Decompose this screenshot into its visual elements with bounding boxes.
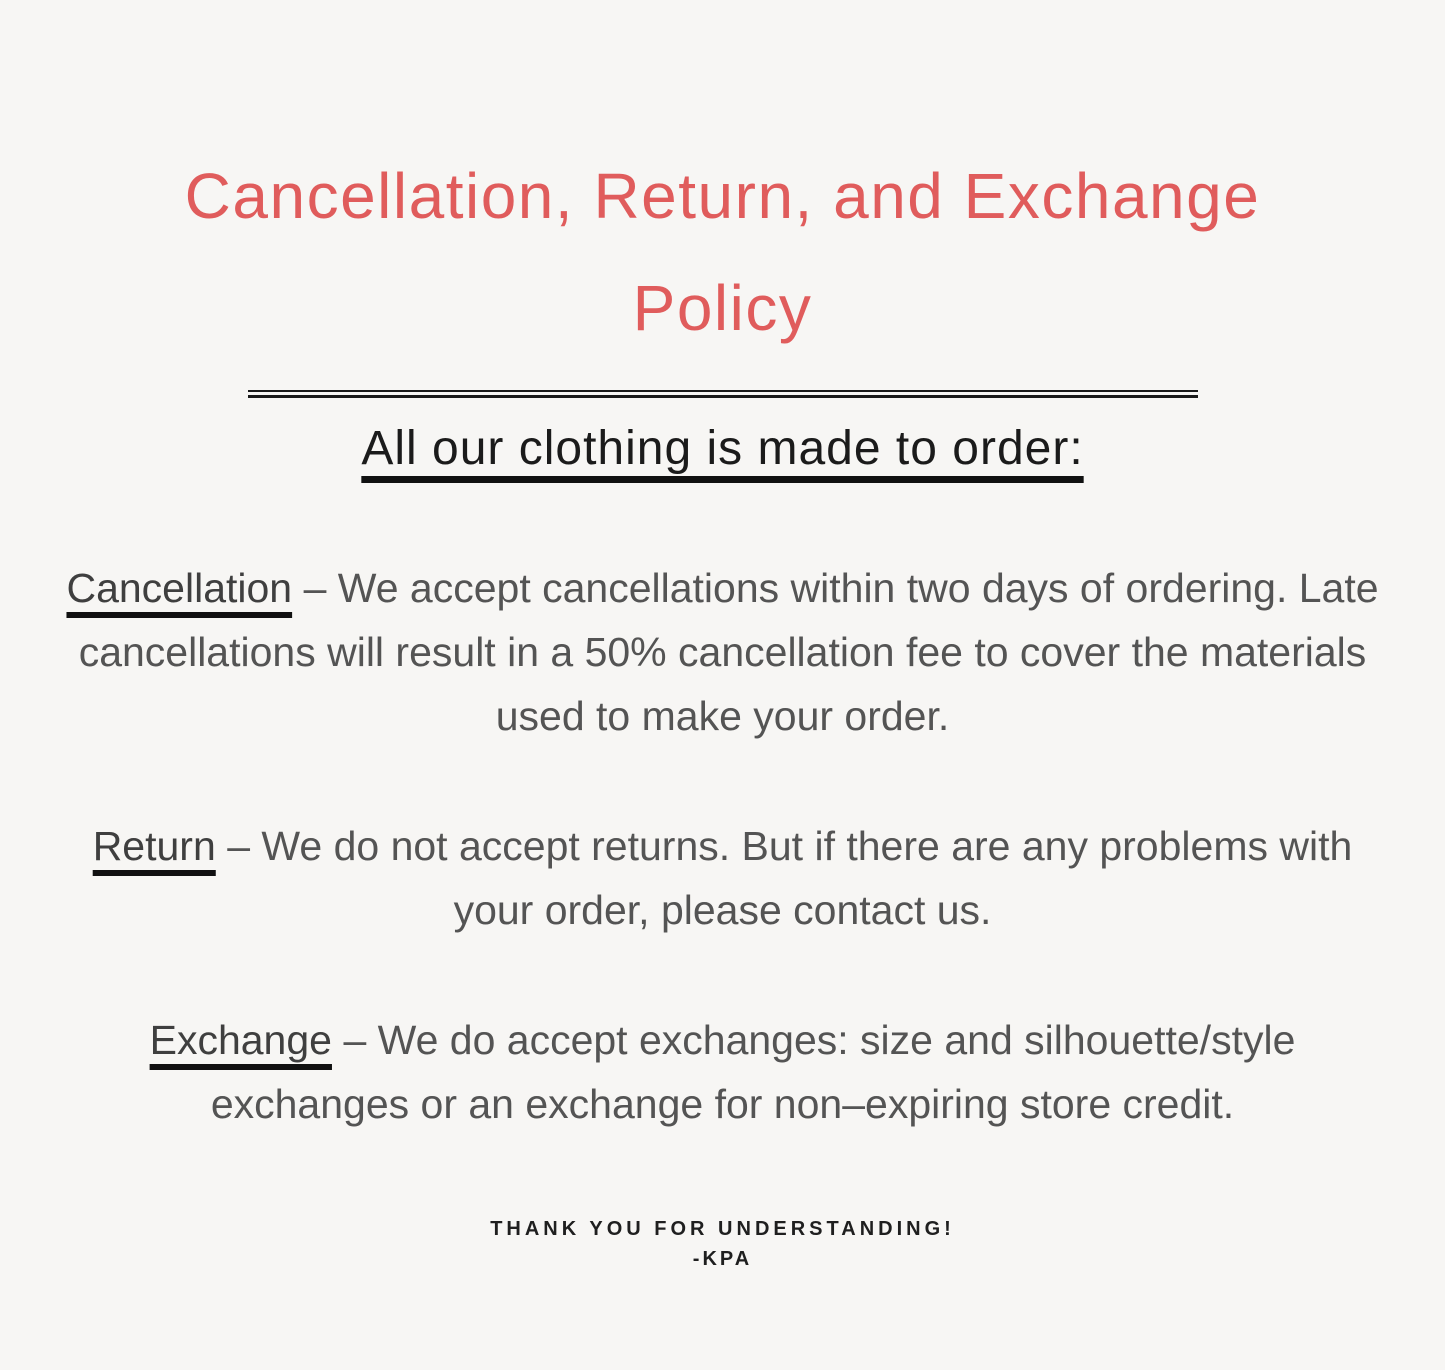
subtitle-made-to-order: All our clothing is made to order: <box>361 422 1084 475</box>
return-text: – We do not accept returns. But if there are any problems with your order, please contact us. <box>227 823 1353 933</box>
cancellation-section <box>53 556 1393 748</box>
footer-signature: -KPA <box>692 1248 753 1270</box>
exchange-term: Exchange <box>149 1017 332 1063</box>
return-term: Return <box>92 823 216 869</box>
page-title: Cancellation, Return, and Exchange Policy <box>184 160 1261 344</box>
footer-thanks: THANK YOU FOR UNDERSTANDING! <box>490 1218 955 1240</box>
exchange-text: – We do accept exchanges: size and silhouette/style exchanges or an exchange for non–expiring store credit. <box>210 1017 1296 1127</box>
return-section <box>53 814 1393 942</box>
title-divider <box>248 390 1198 398</box>
cancellation-term: Cancellation <box>66 565 293 611</box>
footer <box>0 1218 1445 1271</box>
exchange-section <box>53 1008 1393 1136</box>
cancellation-text: – We accept cancellations within two days of ordering. Late cancellations will result in a 50% cancellation fee to cover the materials used to make your order. <box>78 565 1379 739</box>
